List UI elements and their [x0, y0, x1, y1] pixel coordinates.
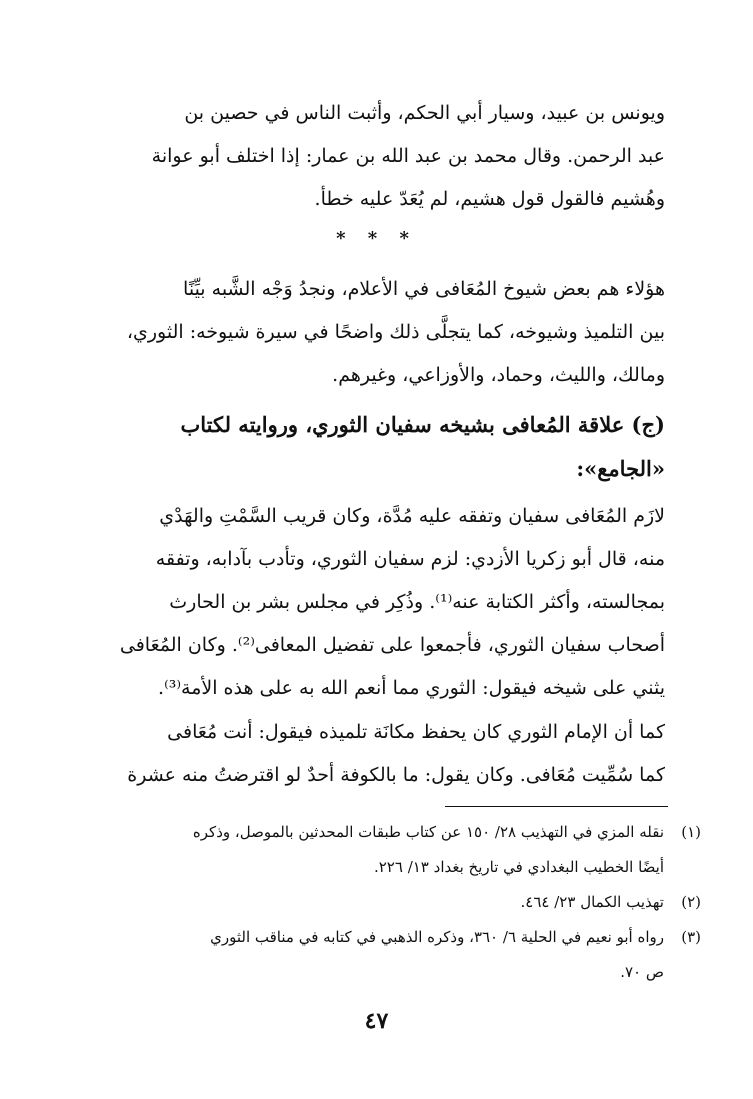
footnote [40, 920, 701, 990]
paragraph-line: ومالك، والليث، وحماد، والأوزاعي، وغيرهم. [332, 364, 665, 386]
footnote-text [40, 920, 664, 990]
footnote-line: ص ٧٠. [620, 963, 664, 981]
paragraph-line: وهُشيم فالقول قول هشيم، لم يُعَدّ عليه خطأ. [314, 188, 665, 210]
footnote [40, 885, 701, 920]
footnote-number: (١) [681, 823, 701, 841]
footnote-text [40, 885, 664, 920]
footnote-text [40, 815, 664, 885]
footnote-number: (٢) [681, 893, 701, 911]
paragraph-line: كما سُمِّيت مُعَافى. وكان يقول: ما بالكوفة أحدٌ لو اقترضتُ منه عشرة [127, 764, 665, 786]
footnote-line: تهذيب الكمال ٢٣/ ٤٦٤. [520, 893, 664, 911]
paragraph-line: ويونس بن عبيد، وسيار أبي الحكم، وأثبت الناس في حصين بن [184, 102, 665, 124]
paragraph-1 [40, 92, 665, 221]
paragraph-line: بمجالسته، وأكثر الكتابة عنه⁽¹⁾. وذُكِر في مجلس بشر بن الحارث [169, 591, 665, 613]
paragraph-line: كما أن الإمام الثوري كان يحفظ مكانَة تلميذه فيقول: أنت مُعَافى [167, 721, 665, 743]
footnotes [40, 815, 701, 990]
paragraph-line: عبد الرحمن. وقال محمد بن عبد الله بن عمار: إذا اختلف أبو عوانة [151, 145, 665, 167]
footnote-line: نقله المزي في التهذيب ٢٨/ ١٥٠ عن كتاب طبقات المحدثين بالموصل، وذكره [192, 823, 664, 841]
paragraph-line: منه، قال أبو زكريا الأزدي: لزم سفيان الثوري، وتأدب بآدابه، وتفقه [155, 548, 665, 570]
footnote-divider [445, 806, 668, 807]
paragraph-4 [40, 711, 665, 797]
heading-line: (ج) علاقة المُعافى بشيخه سفيان الثوري، وروايته لكتاب [180, 412, 665, 437]
section-heading [40, 403, 665, 491]
paragraph-2 [40, 268, 665, 397]
paragraph-line: لازَم المُعَافى سفيان وتفقه عليه مُدَّة، وكان قريب السَّمْتِ والهَدْي [159, 505, 665, 527]
paragraph-line: بين التلميذ وشيوخه، كما يتجلَّى ذلك واضحًا في سيرة شيوخه: الثوري، [126, 321, 665, 343]
paragraph-line: هؤلاء هم بعض شيوخ المُعَافى في الأعلام، ونجدُ وَجْه الشَّبه بيِّنًا [183, 278, 665, 300]
footnote-line: رواه أبو نعيم في الحلية ٦/ ٣٦٠، وذكره الذهبي في كتابه في مناقب الثوري [210, 928, 664, 946]
footnote [40, 815, 701, 885]
footnote-line: أيضًا الخطيب البغدادي في تاريخ بغداد ١٣/ ٢٢٦. [373, 858, 664, 876]
paragraph-line: أصحاب سفيان الثوري، فأجمعوا على تفضيل المعافى⁽²⁾. وكان المُعَافى [119, 634, 665, 656]
heading-line: «الجامع»: [576, 456, 665, 481]
paragraph-3 [40, 495, 665, 710]
section-separator: * * * [336, 228, 417, 249]
paragraph-line: يثني على شيخه فيقول: الثوري مما أنعم الله به على هذه الأمة⁽³⁾. [158, 677, 665, 699]
footnote-number: (٣) [681, 928, 701, 946]
page-number: ٤٧ [364, 1008, 389, 1034]
